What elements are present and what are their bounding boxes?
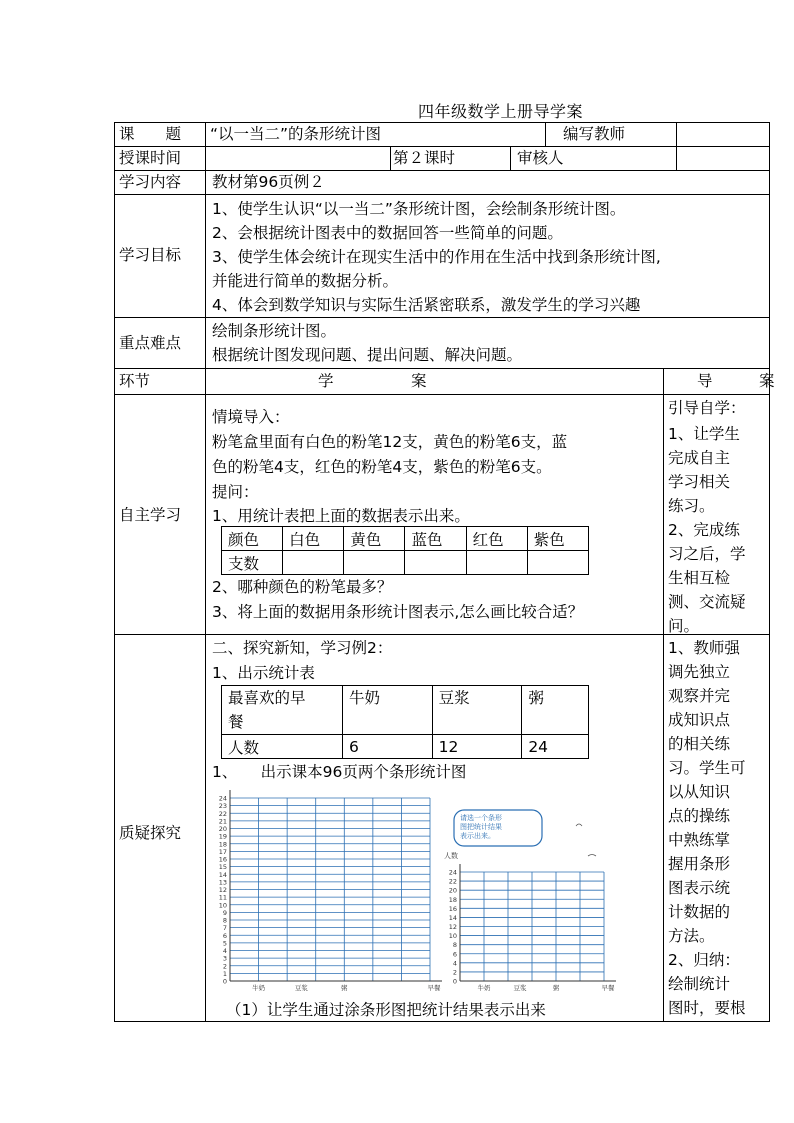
bubble-text: 图把统计结果 [460, 823, 502, 831]
selfstudy-line: 提问： [212, 483, 259, 501]
selfstudy-line: 粉笔盒里面有白色的粉笔12支，黄色的粉笔6支，蓝 [212, 433, 568, 451]
reviewer-label: 审核人 [517, 149, 564, 167]
selfstudy-after: 2、哪种颜色的粉笔最多？ [212, 578, 393, 596]
table-cell: 支数 [222, 551, 283, 575]
chart-caption: 1、 出示课本96页两个条形统计图 [212, 763, 467, 781]
guide-line: 生相互检 [668, 569, 731, 587]
selfstudy-line: 色的粉笔4支，红色的粉笔4支，紫色的粉笔6支。 [212, 458, 552, 476]
y-tick-label: 11 [218, 893, 227, 902]
keypoint-item: 根据统计图发现问题、提出问题、解决问题。 [212, 346, 523, 364]
table-cell [466, 551, 527, 575]
guide-line: 方法。 [668, 927, 715, 945]
table-cell: 12 [432, 735, 522, 759]
selfstudy-line: 1、用统计表把上面的数据表示出来。 [212, 507, 470, 525]
y-tick-label: 20 [448, 886, 457, 895]
y-tick-label: 8 [222, 916, 227, 925]
x-category-label: 早餐 [601, 984, 615, 992]
y-tick-label: 9 [222, 908, 227, 917]
x-category-label: 豆浆 [294, 984, 308, 992]
y-tick-label: 14 [448, 913, 457, 922]
inquiry-line: 二、探究新知，学习例2： [212, 639, 393, 657]
y-tick-label: 12 [448, 923, 457, 931]
y-axis-label: 人数 [444, 852, 458, 860]
table-cell: 黄色 [344, 527, 405, 551]
guide-line: 成知识点 [668, 711, 731, 729]
lesson-value: “以一当二”的条形统计图 [210, 125, 382, 143]
y-tick-label: 24 [218, 794, 227, 803]
table-cell: 紫色 [527, 527, 588, 551]
lesson-label: 课 题 [119, 125, 182, 143]
y-tick-label: 22 [448, 877, 457, 886]
goal-item: 1、使学生认识“以一当二”条形统计图，会绘制条形统计图。 [212, 200, 626, 218]
y-tick-label: 1 [222, 969, 227, 978]
y-tick-label: 21 [218, 817, 227, 826]
table-cell: 蓝色 [405, 527, 466, 551]
goal-item: 4、体会到数学知识与实际生活紧密联系，激发学生的学习兴趣 [212, 296, 641, 314]
inquiry-line: 1、出示统计表 [212, 664, 315, 682]
y-tick-label: 3 [222, 954, 227, 963]
table-cell: 颜色 [222, 527, 283, 551]
bar-chart-blank-2 [438, 806, 658, 998]
chalk-count-table [221, 526, 589, 575]
table-cell: 白色 [283, 527, 344, 551]
y-tick-label: 7 [222, 924, 227, 933]
column-plan: 学 案 [318, 372, 427, 390]
guide-line: 的相关练 [668, 735, 731, 753]
y-tick-label: 4 [222, 947, 227, 955]
inquiry-label: 质疑探究 [119, 824, 182, 842]
selfstudy-label: 自主学习 [119, 506, 182, 524]
y-tick-label: 17 [218, 847, 227, 856]
y-tick-label: 0 [452, 977, 457, 986]
selfstudy-line: 情境导入： [212, 408, 290, 426]
column-guide: 导 案 [697, 372, 775, 390]
table-cell [344, 551, 405, 575]
goal-item: 3、使学生体会统计在现实生活中的作用在生活中找到条形统计图, [212, 248, 661, 266]
guide-line: 引导自学： [668, 399, 746, 417]
y-tick-label: 2 [452, 968, 457, 977]
period-value: 第２课时 [393, 149, 456, 167]
table-head: 最喜欢的早 餐 [222, 686, 343, 735]
table-head: 豆浆 [432, 686, 522, 735]
y-tick-label: 18 [218, 840, 227, 849]
guide-line: 图表示统 [668, 879, 731, 897]
goal-item: 并能进行简单的数据分析。 [212, 272, 399, 290]
y-tick-label: 6 [452, 950, 457, 959]
x-category-label: 豆浆 [513, 984, 527, 992]
guide-line: 中熟练掌 [668, 831, 731, 849]
y-tick-label: 10 [448, 932, 457, 941]
guide-line: 问。 [668, 617, 700, 635]
y-tick-label: 12 [218, 886, 227, 894]
table-cell: 24 [522, 735, 589, 759]
y-tick-label: 23 [218, 802, 227, 811]
guide-line: 学习相关 [668, 473, 731, 491]
guide-line: 图时，要根 [668, 999, 746, 1017]
y-tick-label: 24 [448, 868, 457, 877]
time-label: 授课时间 [119, 149, 182, 167]
y-tick-label: 19 [218, 832, 227, 841]
table-head: 牛奶 [343, 686, 433, 735]
guide-line: 1、让学生 [668, 425, 740, 443]
guide-line: 2、完成练 [668, 521, 740, 539]
guide-line: 观察并完 [668, 687, 731, 705]
breakfast-table [221, 685, 589, 759]
table-cell [283, 551, 344, 575]
y-tick-label: 18 [448, 895, 457, 904]
bubble-text: 表示出来。 [460, 832, 495, 840]
table-head: 粥 [522, 686, 589, 735]
inquiry-last-line: （1）让学生通过涂条形图把统计结果表示出来 [226, 1001, 546, 1019]
guide-line: 完成自主 [668, 449, 731, 467]
y-tick-label: 4 [452, 959, 457, 968]
table-cell [405, 551, 466, 575]
guide-line: 调先独立 [668, 663, 731, 681]
keypoint-item: 绘制条形统计图。 [212, 322, 337, 340]
y-tick-label: 13 [218, 878, 227, 887]
guide-line: 习。学生可 [668, 759, 746, 777]
x-category-label: 牛奶 [252, 984, 266, 992]
y-tick-label: 6 [222, 931, 227, 940]
y-tick-label: 16 [218, 855, 227, 864]
guide-line: 点的操练 [668, 807, 731, 825]
bar-chart-blank-1 [208, 786, 444, 998]
x-category-label: 牛奶 [477, 984, 491, 992]
y-tick-label: 2 [222, 962, 227, 971]
decoration-marks [576, 824, 596, 856]
guide-line: 计数据的 [668, 903, 731, 921]
table-cell [527, 551, 588, 575]
y-tick-label: 16 [448, 904, 457, 913]
x-category-label: 粥 [552, 984, 560, 992]
y-tick-label: 14 [218, 870, 227, 879]
y-tick-label: 5 [222, 939, 227, 948]
bubble-text: 请选一个条形 [460, 814, 502, 822]
goal-item: 2、会根据统计图表中的数据回答一些简单的问题。 [212, 224, 563, 242]
y-tick-label: 20 [218, 825, 227, 833]
selfstudy-after: 3、将上面的数据用条形统计图表示,怎么画比较合适？ [212, 603, 584, 621]
y-tick-label: 8 [452, 941, 457, 950]
author-label: 编写教师 [563, 125, 626, 143]
guide-line: 1、教师强 [668, 639, 740, 657]
x-category-label: 粥 [341, 984, 348, 992]
doc-title: 四年级数学上册导学案 [418, 102, 584, 121]
guide-line: 2、归纳： [668, 951, 740, 969]
y-tick-label: 22 [218, 809, 227, 818]
content-label: 学习内容 [119, 173, 182, 191]
content-value: 教材第96页例２ [212, 173, 325, 191]
guide-line: 以从知识 [668, 783, 731, 801]
x-category-label: 早餐 [427, 984, 441, 992]
guide-line: 测、交流疑 [668, 593, 746, 611]
table-cell: 红色 [466, 527, 527, 551]
table-cell: 人数 [222, 735, 343, 759]
guide-line: 绘制统计 [668, 975, 731, 993]
guide-line: 练习。 [668, 497, 715, 515]
keypoints-label: 重点难点 [119, 334, 182, 352]
column-stage: 环节 [119, 372, 151, 390]
y-tick-label: 0 [222, 977, 227, 986]
goals-label: 学习目标 [119, 246, 182, 264]
table-cell: 6 [343, 735, 433, 759]
y-tick-label: 10 [218, 901, 227, 910]
guide-line: 习之后，学 [668, 545, 746, 563]
guide-line: 握用条形 [668, 855, 731, 873]
y-tick-label: 15 [218, 863, 227, 872]
